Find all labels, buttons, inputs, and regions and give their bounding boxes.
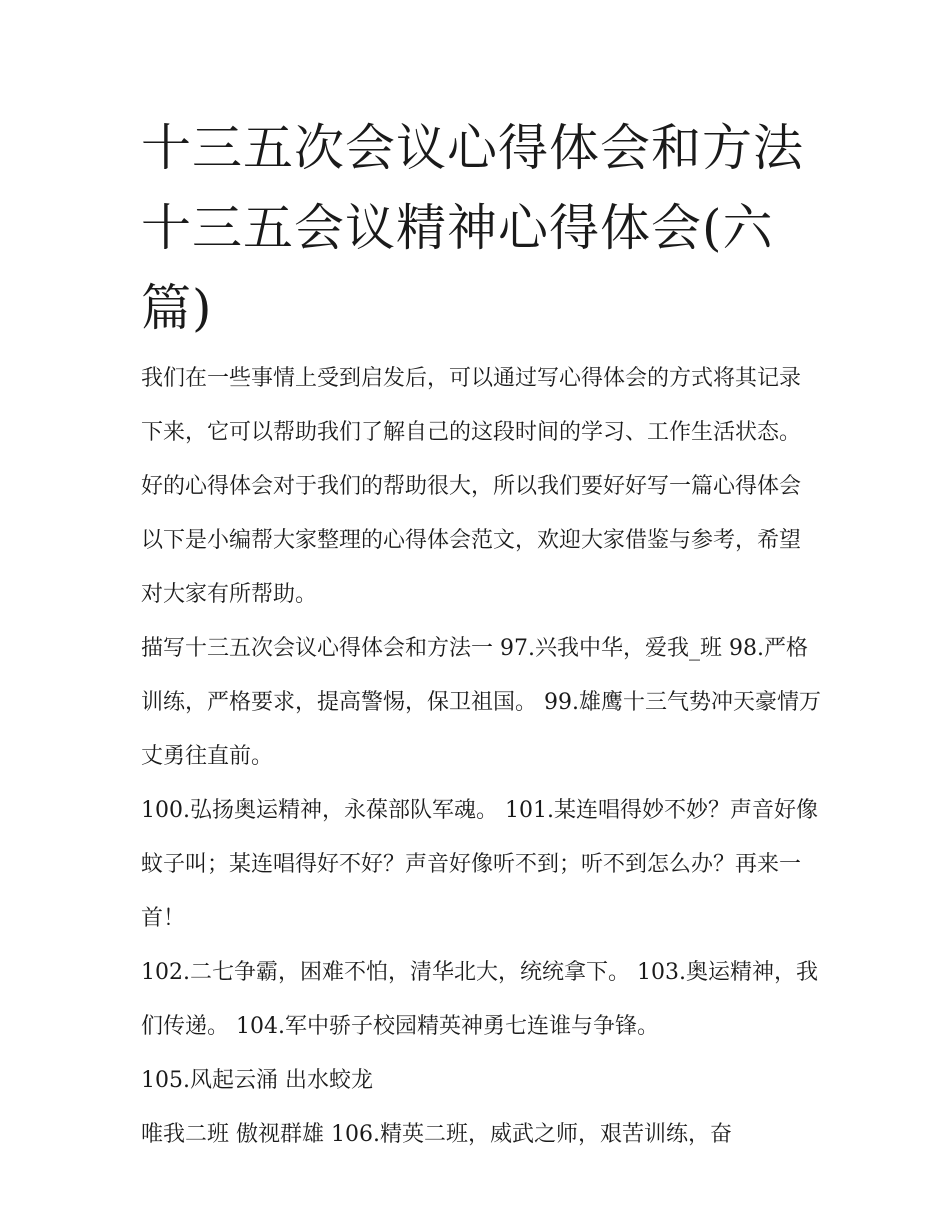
- body-paragraph: 描写十三五次会议心得体会和方法一 97.兴我中华，爱我_班 98.严格训练，严格要求，提高警惕，保卫祖国。 99.雄鹰十三气势冲天豪情万丈勇往直前。: [141, 636, 821, 769]
- document-body: [141, 352, 821, 1162]
- body-paragraph: 100.弘扬奥运精神，永葆部队军魂。 101.某连唱得妙不妙？声音好像蚊子叫；某连唱得好不好？声音好像听不到；听不到怎么办？再来一首！: [141, 798, 818, 931]
- document-title: 十三五次会议心得体会和方法十三五会议精神心得体会(六篇): [141, 119, 804, 337]
- body-paragraph: 唯我二班 傲视群雄 106.精英二班，威武之师，艰苦训练，奋: [141, 1122, 732, 1147]
- body-paragraph: 102.二七争霸，困难不怕，清华北大，统统拿下。 103.奥运精神，我们传递。 104.军中骄子校园精英神勇七连谁与争锋。: [141, 960, 818, 1039]
- body-paragraph: 105.风起云涌 出水蛟龙: [141, 1068, 373, 1093]
- intro-paragraph: 我们在一些事情上受到启发后，可以通过写心得体会的方式将其记录下来，它可以帮助我们了解自己的这段时间的学习、工作生活状态。好的心得体会对于我们的帮助很大，所以我们要好好写一篇心得体会以下是小编帮大家整理的心得体会范文，欢迎大家借鉴与参考，希望对大家有所帮助。: [141, 366, 802, 607]
